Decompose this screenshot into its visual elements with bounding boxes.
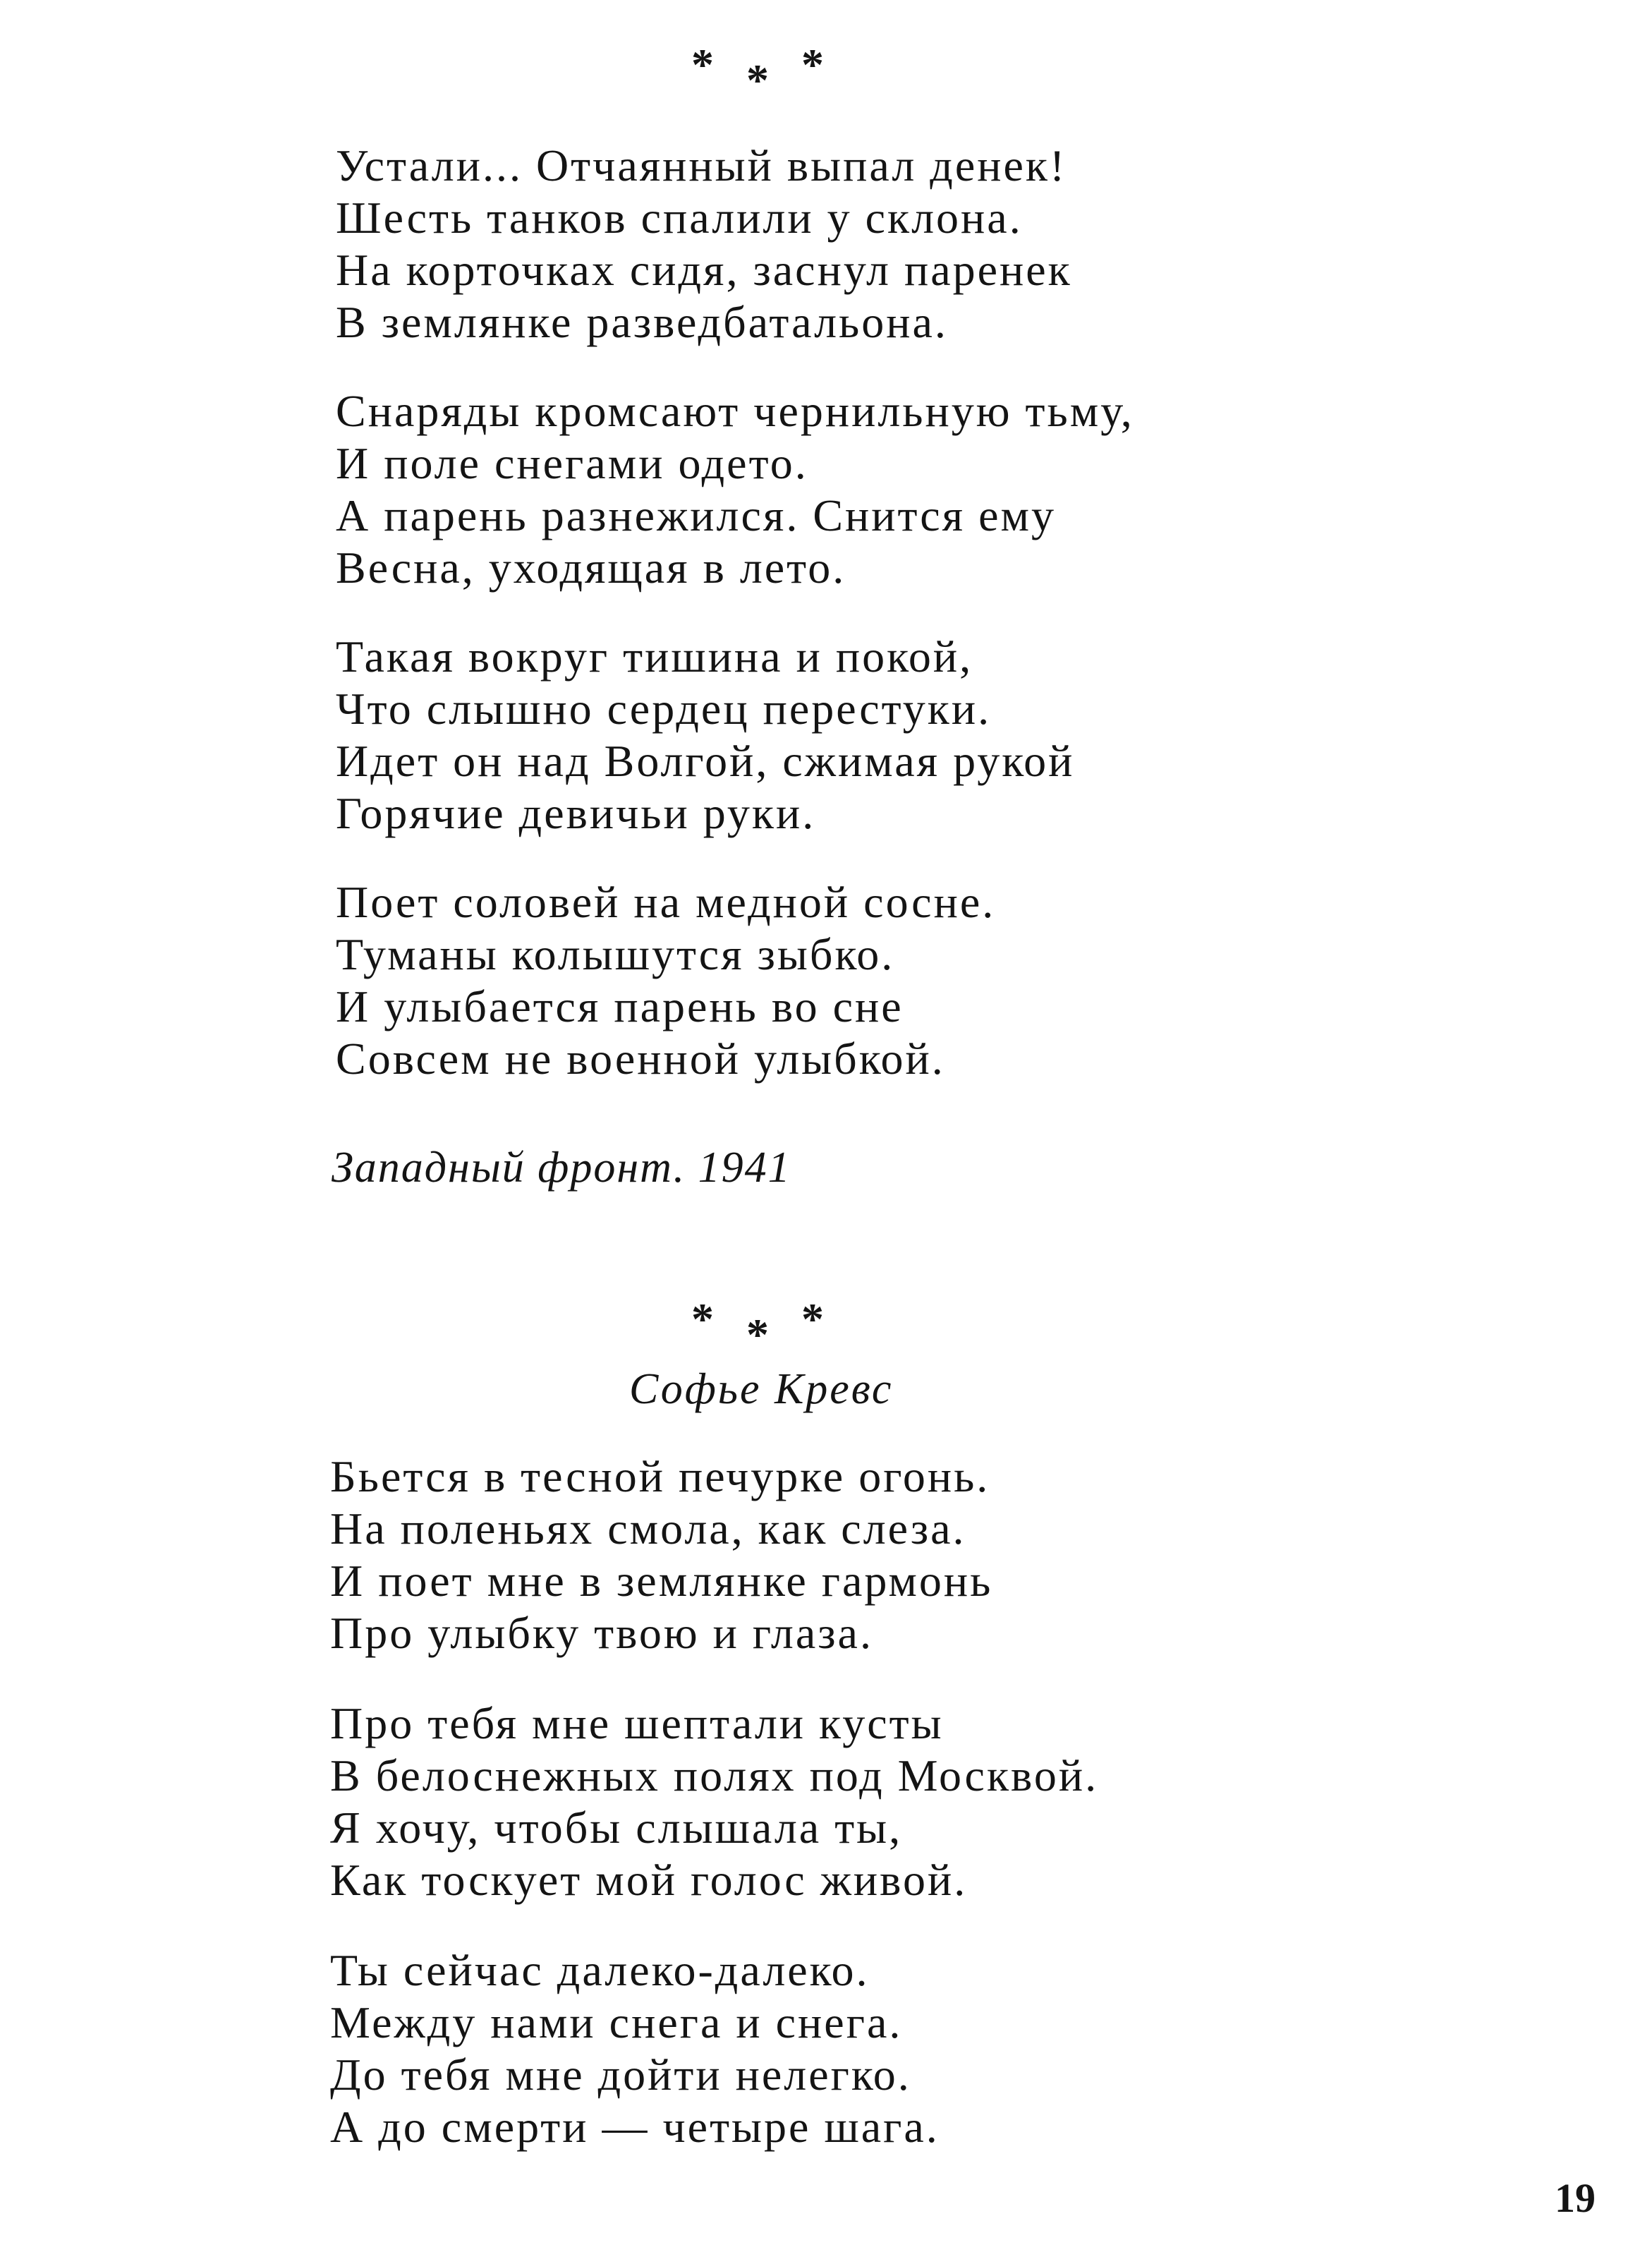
stanza-2: [336, 385, 1134, 594]
verse-line: Весна, уходящая в лето.: [336, 543, 846, 593]
verse-line: На поленьях смола, как слеза.: [330, 1503, 966, 1554]
page-number: 19: [1555, 2175, 1596, 2221]
poem-dedication: Софье Кревс: [629, 1365, 894, 1413]
stanza-1: [330, 1451, 992, 1659]
stanza-3: [336, 631, 1074, 840]
verse-line: Я хочу, чтобы слышала ты,: [330, 1803, 903, 1853]
asterisk: *: [691, 1294, 714, 1344]
verse-line: Что слышно сердец перестуки.: [336, 684, 992, 734]
verse-line: И поле снегами одето.: [336, 438, 808, 488]
verse-line: Поет соловей на медной сосне.: [336, 877, 996, 927]
verse-line: И поет мне в землянке гармонь: [330, 1556, 993, 1606]
verse-line: В белоснежных полях под Москвой.: [330, 1750, 1099, 1800]
stanza-3: [330, 1944, 940, 2153]
asterisk: *: [801, 1294, 824, 1344]
verse-line: Горячие девичьи руки.: [336, 788, 816, 838]
verse-line: Шесть танков спалили у склона.: [336, 193, 1023, 243]
asterisk: *: [746, 55, 769, 105]
verse-line: В землянке разведбатальона.: [336, 297, 948, 347]
asterisk: *: [691, 40, 714, 90]
verse-line: И улыбается парень во сне: [336, 981, 904, 1031]
verse-line: Такая вокруг тишина и покой,: [336, 631, 973, 682]
poem-dateline: Западный фронт. 1941: [332, 1144, 791, 1192]
verse-line: Про улыбку твою и глаза.: [330, 1608, 873, 1658]
stanza-4: [336, 876, 995, 1085]
verse-line: А парень разнежился. Снится ему: [336, 490, 1056, 540]
asterism-separator-2: [691, 1294, 846, 1360]
verse-line: Про тебя мне шептали кусты: [330, 1698, 944, 1748]
verse-line: До тебя мне дойти нелегко.: [330, 2050, 911, 2100]
verse-line: На корточках сидя, заснул паренек: [336, 245, 1072, 295]
verse-line: Совсем не военной улыбкой.: [336, 1034, 945, 1084]
verse-line: Устали... Отчаянный выпал денек!: [336, 140, 1067, 190]
verse-line: Туманы колышутся зыбко.: [336, 929, 895, 979]
verse-line: А до смерти — четыре шага.: [330, 2102, 940, 2152]
stanza-2: [330, 1697, 1098, 1906]
asterisk: *: [746, 1309, 769, 1360]
stanza-1: [336, 140, 1072, 349]
asterism-separator-1: [691, 40, 846, 105]
verse-line: Снаряды кромсают чернильную тьму,: [336, 386, 1134, 436]
verse-line: Между нами снега и снега.: [330, 1997, 903, 2047]
verse-line: Ты сейчас далеко-далеко.: [330, 1945, 870, 1995]
verse-line: Бьется в тесной печурке огонь.: [330, 1451, 990, 1501]
verse-line: Как тоскует мой голос живой.: [330, 1855, 968, 1905]
verse-line: Идет он над Волгой, сжимая рукой: [336, 736, 1075, 786]
asterisk: *: [801, 40, 824, 90]
